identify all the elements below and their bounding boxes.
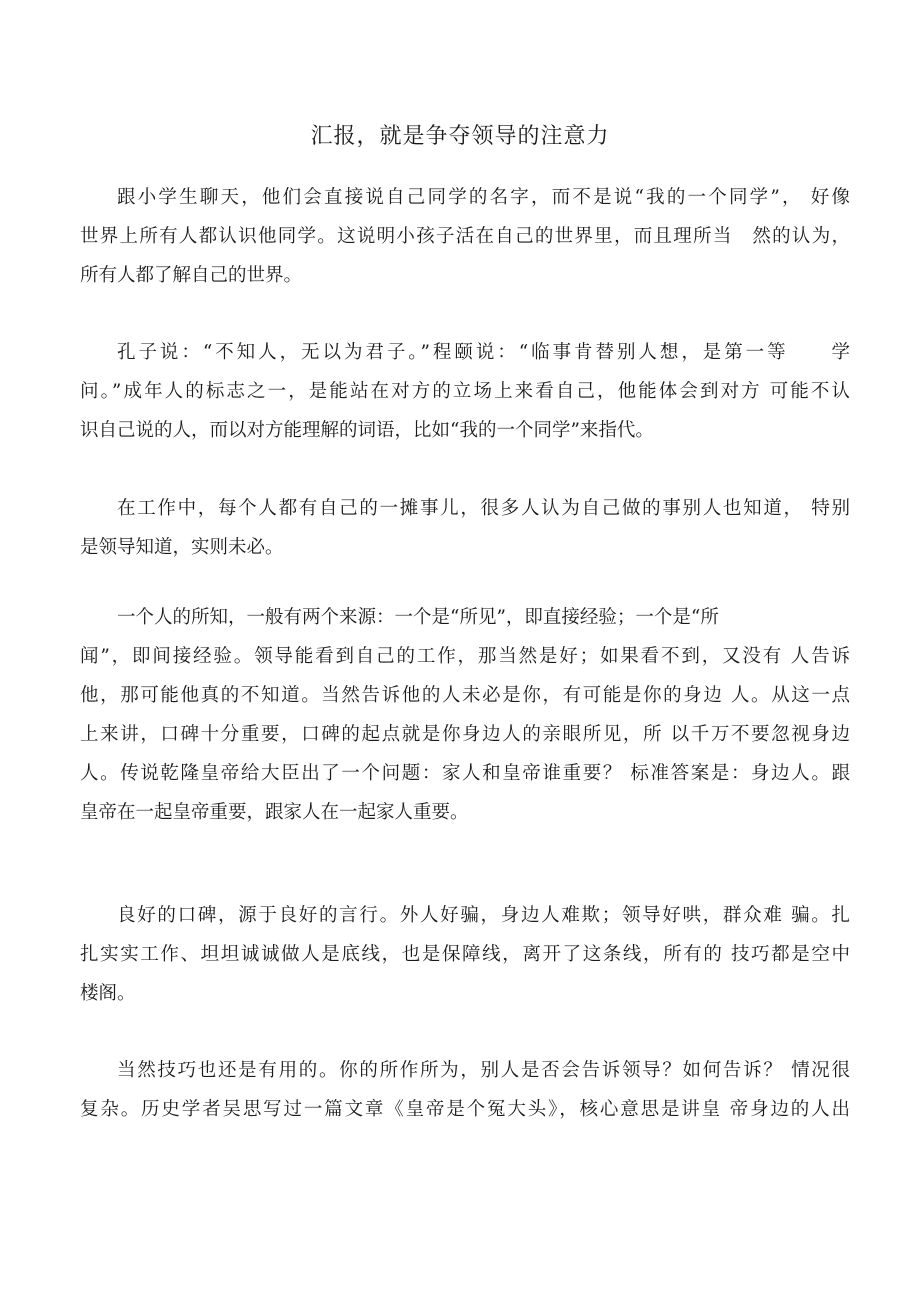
paragraph-line: 世界上所有人都认识他同学。这说明小孩子活在自己的世界里，而且理所当 然的认为， xyxy=(80,226,850,247)
paragraph-line: 孔子说：“不知人，无以为君子。”程颐说：“临事肯替别人想，是第一等 学 xyxy=(117,342,850,363)
paragraph-5 xyxy=(80,896,850,1013)
paragraph-line: 他，那可能他真的不知道。当然告诉他的人未必是你，有可能是你的身边 人。从这一点 xyxy=(80,685,850,706)
paragraph-line: 识自己说的人，而以对方能理解的词语，比如“我的一个同学”来指代。 xyxy=(80,420,654,441)
paragraph-line: 复杂。历史学者吴思写过一篇文章《皇帝是个冤大头》，核心意思是讲皇 帝身边的人出 xyxy=(80,1099,850,1120)
paragraph-line: 是领导知道，实则未必。 xyxy=(80,537,284,558)
paragraph-line: 楼阁。 xyxy=(80,983,136,1004)
paragraph-line: 闻”，即间接经验。领导能看到自己的工作，那当然是好；如果看不到，又没有 人告诉 xyxy=(80,646,850,667)
paragraph-1 xyxy=(80,178,850,295)
paragraph-6 xyxy=(80,1051,850,1129)
paragraph-line: 当然技巧也还是有用的。你的所作所为，别人是否会告诉领导？如何告诉？ 情况很 xyxy=(117,1060,850,1081)
paragraph-2 xyxy=(80,333,850,450)
paragraph-line: 一个人的所知，一般有两个来源：一个是“所见”，即直接经验；一个是“所 xyxy=(117,607,719,628)
paragraph-line: 扎实实工作、坦坦诚诚做人是底线，也是保障线，离开了这条线，所有的 技巧都是空中 xyxy=(80,944,850,965)
paragraph-line: 人。传说乾隆皇帝给大臣出了一个问题：家人和皇帝谁重要？ 标准答案是：身边人。跟 xyxy=(80,763,850,784)
paragraph-line: 皇帝在一起皇帝重要，跟家人在一起家人重要。 xyxy=(80,802,469,823)
document-title: 汇报，就是争夺领导的注意力 xyxy=(310,124,610,149)
paragraph-line: 上来讲，口碑十分重要，口碑的起点就是你身边人的亲眼所见，所 以千万不要忽视身边 xyxy=(80,724,850,745)
paragraph-3 xyxy=(80,489,850,567)
paragraph-line: 跟小学生聊天，他们会直接说自己同学的名字，而不是说“我的一个同学”， 好像 xyxy=(117,187,850,208)
paragraph-line: 所有人都了解自己的世界。 xyxy=(80,265,303,286)
paragraph-line: 良好的口碑，源于良好的言行。外人好骗，身边人难欺；领导好哄，群众难 骗。扎 xyxy=(117,905,850,926)
paragraph-line: 问。”成年人的标志之一，是能站在对方的立场上来看自己，他能体会到对方 可能不认 xyxy=(80,381,850,402)
paragraph-line: 在工作中，每个人都有自己的一摊事儿，很多人认为自己做的事别人也知道， 特别 xyxy=(117,498,850,519)
paragraph-4 xyxy=(80,598,850,832)
